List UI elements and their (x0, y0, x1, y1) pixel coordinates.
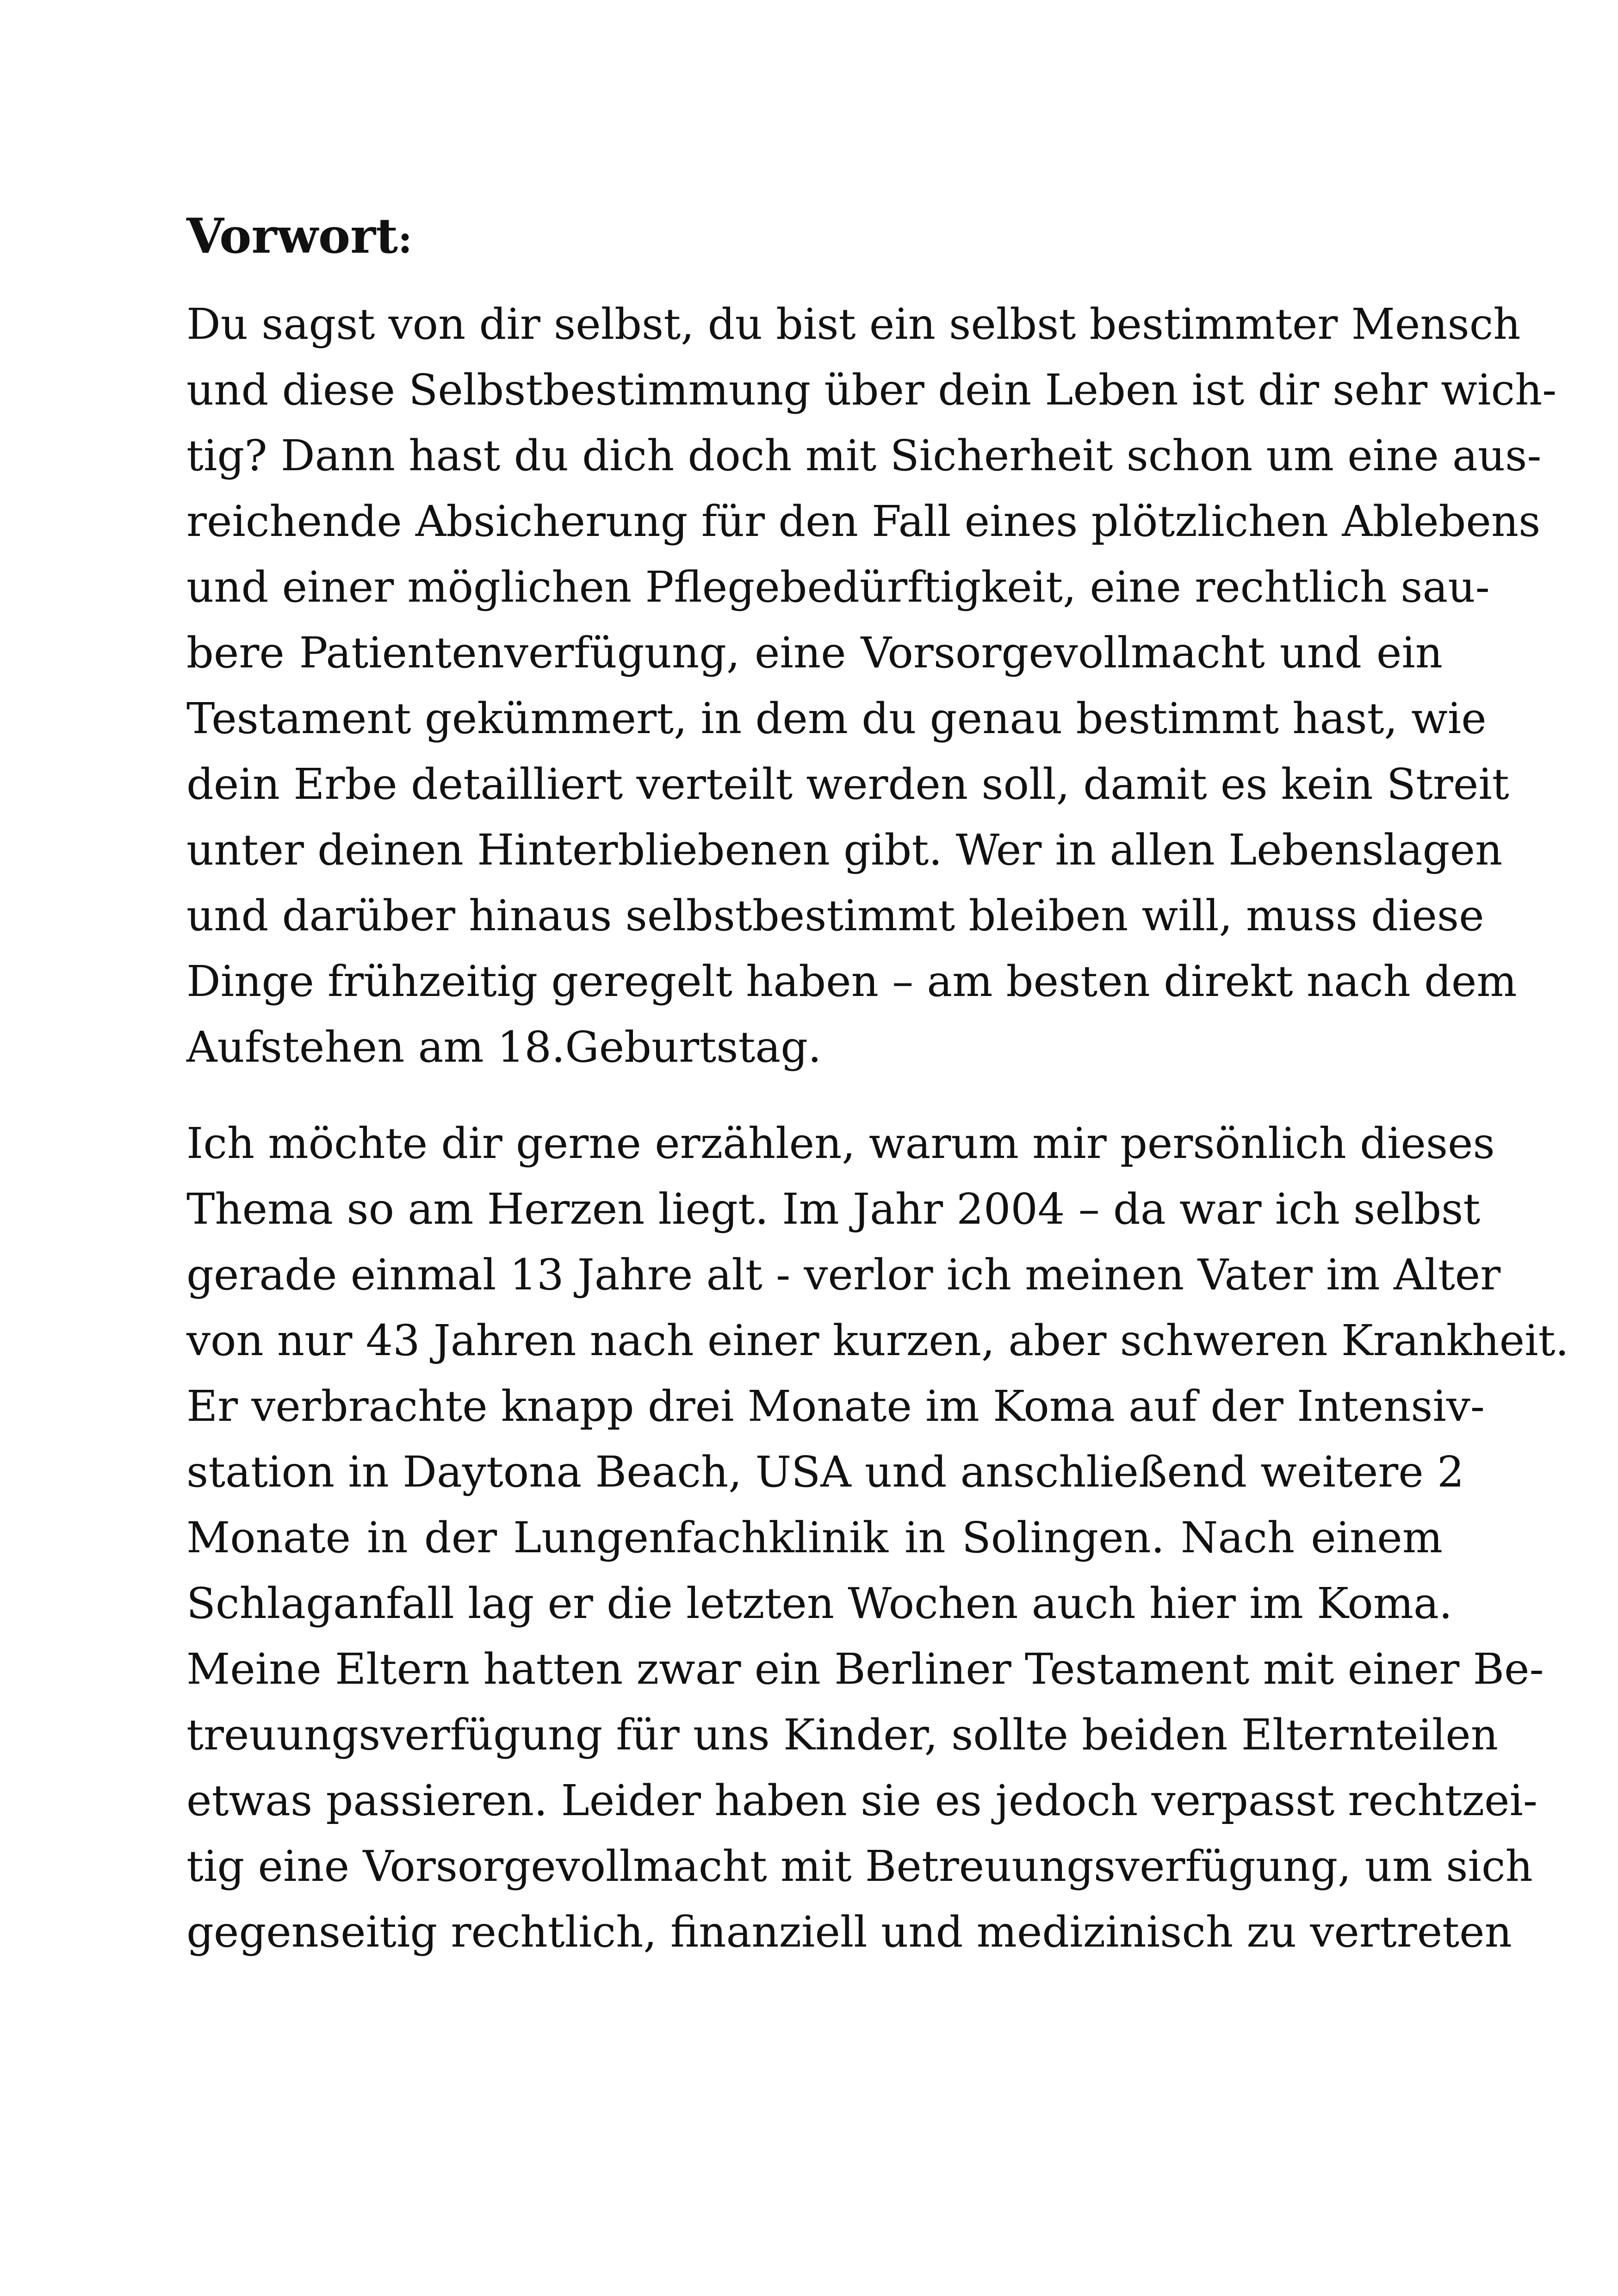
text-line: etwas passieren. Leider haben sie es jedoch verpasst rechtzei- (186, 1776, 1538, 1825)
text-line: Testament gekümmert, in dem du genau bestimmt hast, wie (186, 694, 1487, 743)
paragraph-2 (186, 1111, 1569, 1965)
text-line: Er verbrachte knapp drei Monate im Koma auf der Intensiv- (186, 1381, 1485, 1431)
text-line: und darüber hinaus selbstbestimmt bleiben will, muss diese (186, 891, 1484, 940)
page-title-text: Vorwort (186, 207, 398, 264)
text-line: bere Patientenverfügung, eine Vorsorgevollmacht und ein (186, 628, 1443, 678)
text-line: Schlaganfall lag er die letzten Wochen auch hier im Koma. (186, 1579, 1453, 1628)
text-line: Ich möchte dir gerne erzählen, warum mir persönlich dieses (186, 1119, 1495, 1168)
text-line: und diese Selbstbestimmung über dein Leben ist dir sehr wich- (186, 365, 1557, 415)
text-line: Thema so am Herzen liegt. Im Jahr 2004 – da war ich selbst (186, 1184, 1481, 1234)
text-line: Meine Eltern hatten zwar ein Berliner Testament mit einer Be- (186, 1644, 1544, 1694)
text-line: Monate in der Lungenfachklinik in Solingen. Nach einem (186, 1513, 1443, 1562)
text-line: Aufstehen am 18.Geburtstag. (186, 1022, 822, 1072)
text-line: und einer möglichen Pflegebedürftigkeit, eine rechtlich sau- (186, 562, 1490, 612)
text-line: unter deinen Hinterbliebenen gibt. Wer in allen Lebenslagen (186, 825, 1503, 875)
text-line: treuungsverfügung für uns Kinder, sollte beiden Elternteilen (186, 1710, 1498, 1760)
text-line: gerade einmal 13 Jahre alt - verlor ich meinen Vater im Alter (186, 1250, 1501, 1300)
text-line: tig eine Vorsorgevollmacht mit Betreuungsverfügung, um sich (186, 1842, 1533, 1891)
text-line: gegenseitig rechtlich, finanziell und medizinisch zu vertreten (186, 1907, 1512, 1957)
text-line: station in Daytona Beach, USA und anschließend weitere 2 (186, 1447, 1464, 1497)
paragraph-1 (186, 292, 1557, 1080)
text-line: Dinge frühzeitig geregelt haben – am besten direkt nach dem (186, 957, 1517, 1006)
text-line: tig? Dann hast du dich doch mit Sicherheit schon um eine aus- (186, 431, 1542, 480)
text-line: Du sagst von dir selbst, du bist ein selbst bestimmter Mensch (186, 299, 1521, 349)
text-line: reichende Absicherung für den Fall eines plötzlichen Ablebens (186, 497, 1541, 546)
text-line: von nur 43 Jahren nach einer kurzen, aber schweren Krankheit. (186, 1316, 1569, 1365)
page-title-colon: : (398, 216, 413, 262)
text-line: dein Erbe detailliert verteilt werden soll, damit es kein Streit (186, 759, 1509, 809)
page-title (186, 204, 412, 272)
